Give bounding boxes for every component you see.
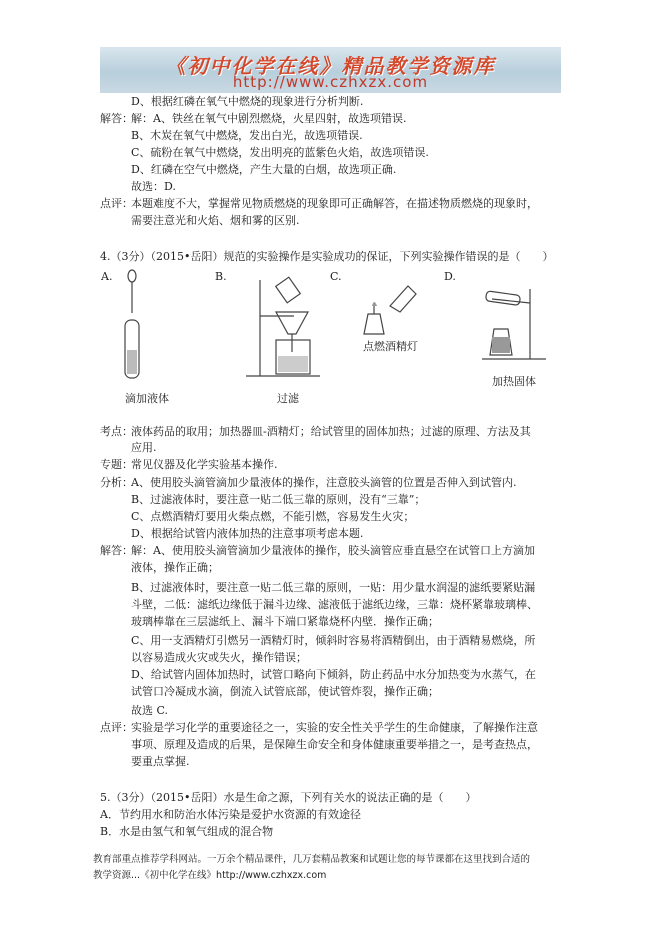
q4-stem: 4.（3分）（2015•岳阳）规范的实验操作是实验成功的保证，下列实验操作错误的是（ ） (100, 250, 554, 263)
q4-jieda-line: 试管口冷凝成水滴，倒流入试管底部，使试管炸裂，操作正确； (131, 685, 439, 698)
caption-b: 过滤 (277, 392, 299, 405)
footer-line: 教育部重点推荐学科网站。一万余个精品课件，几万套精品教案和试题让您的每节课都在这里找到合适的 (93, 854, 531, 865)
q4-kaodian-line: 液体药品的取用；加热器皿-酒精灯；给试管里的固体加热；过滤的原理、方法及其 (131, 425, 531, 438)
q3-option-d: D、根据红磷在氧气中燃烧的现象进行分析判断. (131, 95, 364, 108)
q3-solution-line: B、木炭在氧气中燃烧，发出白光，故选项错误. (131, 129, 363, 142)
pouring-beaker (276, 277, 301, 303)
q3-solution-line: 故选：D. (131, 180, 176, 193)
q4-dianping-line: 要重点掌握. (131, 755, 190, 768)
q4-kaodian-line: 应用. (131, 441, 157, 454)
caption-d: 加热固体 (492, 375, 536, 388)
dropper-bulb (128, 270, 136, 282)
q4-dianping-line: 实验是学习化学的重要途径之一，实验的安全性关乎学生的生命健康，了解操作注意 (131, 721, 538, 734)
q4-dianping-line: 事项、原理及造成的后果，是保障生命安全和身体健康重要举措之一，是考查热点， (131, 738, 538, 751)
q4-kaodian-label: 考点： (100, 425, 133, 438)
q3-comment-line: 本题难度不大，掌握常见物质燃烧的现象即可正确解答，在描述物质燃烧的现象时， (131, 197, 538, 210)
q4-fenxi-line: A、使用胶头滴管滴加少量液体的操作，注意胶头滴管的位置是否伸入到试管内. (131, 476, 517, 489)
q4-option-d: D. (444, 270, 456, 283)
header-banner (100, 47, 561, 93)
q3-solution-line: 解：A、铁丝在氧气中剧烈燃烧，火星四射，故选项错误. (131, 112, 407, 125)
caption-c: 点燃酒精灯 (363, 340, 418, 353)
q3-solution-label: 解答： (100, 112, 133, 125)
q4-jieda-line: C、用一支酒精灯引燃另一酒精灯时，倾斜时容易将酒精倒出，由于酒精易燃烧，所 (131, 634, 536, 647)
q5-stem: 5.（3分）（2015•岳阳）水是生命之源，下列有关水的说法正确的是（ ） (100, 791, 477, 804)
q4-option-b: B. (215, 270, 227, 283)
brand-url[interactable]: http://www.czhxzx.com (232, 73, 429, 91)
flame (372, 302, 377, 306)
q4-jieda-line: 解：A、使用胶头滴管滴加少量液体的操作，胶头滴管应垂直悬空在试管口上方滴加 (131, 544, 535, 557)
funnel (276, 312, 308, 334)
q4-jieda-line: 玻璃棒靠在三层滤纸上、漏斗下端口紧靠烧杯内壁．操作正确； (131, 615, 439, 628)
test-tube-liquid (127, 350, 137, 374)
q4-option-a: A. (101, 270, 113, 283)
q4-option-c: C. (330, 270, 342, 283)
q4-jieda-line: B、过滤液体时，要注意一贴二低三靠的原则，一贴：用少量水润湿的滤纸要紧贴漏 (131, 581, 536, 594)
caption-a: 滴加液体 (125, 392, 169, 405)
alcohol-lamp-figure (350, 276, 430, 346)
q3-solution-line: D、红磷在空气中燃烧，产生大量的白烟，故选项正确. (131, 163, 397, 176)
alcohol-lamp-tilted (390, 286, 416, 312)
q5-option-b: B．水是由氢气和氧气组成的混合物 (100, 825, 274, 838)
alcohol-lamp-left (364, 314, 384, 334)
beaker-liquid (278, 356, 308, 372)
q4-jieda-line: 故选 C. (131, 704, 169, 717)
q4-jieda-line: 液体，操作正确； (131, 561, 219, 574)
brand-title: 《初中化学在线》精品教学资源库 (165, 54, 496, 78)
q3-comment-line: 需要注意光和火焰、烟和雾的区别. (131, 214, 300, 227)
lamp-fuel (492, 337, 510, 353)
q4-zhuanti-label: 专题： (100, 458, 133, 471)
q4-fenxi-line: B、过滤液体时，要注意一贴二低三靠的原则，没有“三靠”； (131, 493, 426, 506)
filtration-figure (232, 272, 327, 384)
footer-line: 教学资源...《初中化学在线》http://www.czhxzx.com (93, 870, 327, 881)
q4-jieda-label: 解答： (100, 544, 133, 557)
q4-fenxi-label: 分析： (100, 476, 133, 489)
q4-zhuanti: 常见仪器及化学实验基本操作. (131, 458, 278, 471)
q3-comment-label: 点评： (100, 197, 133, 210)
dropper-testtube-figure (112, 268, 152, 383)
q5-option-a: A．节约用水和防治水体污染是爱护水资源的有效途径 (100, 808, 361, 821)
q4-jieda-line: 以容易造成火灾或失火，操作错误； (131, 651, 307, 664)
q3-solution-line: C、硫粉在氧气中燃烧，发出明亮的蓝紫色火焰，故选项错误. (131, 146, 429, 159)
q4-fenxi-line: D、根据给试管内液体加热的注意事项考虑本题. (131, 527, 364, 540)
heating-solid-figure (472, 285, 552, 365)
q4-fenxi-line: C、点燃酒精灯要用火柴点燃，不能引燃，容易发生火灾； (131, 510, 415, 523)
q4-dianping-label: 点评： (100, 721, 133, 734)
q4-jieda-line: D、给试管内固体加热时，试管口略向下倾斜，防止药品中水分加热变为水蒸气，在 (131, 668, 536, 681)
tilted-test-tube (485, 291, 520, 306)
q4-jieda-line: 斗壁，二低：滤纸边缘低于漏斗边缘、滤液低于滤纸边缘，三靠：烧杯紧靠玻璃棒、 (131, 598, 538, 611)
